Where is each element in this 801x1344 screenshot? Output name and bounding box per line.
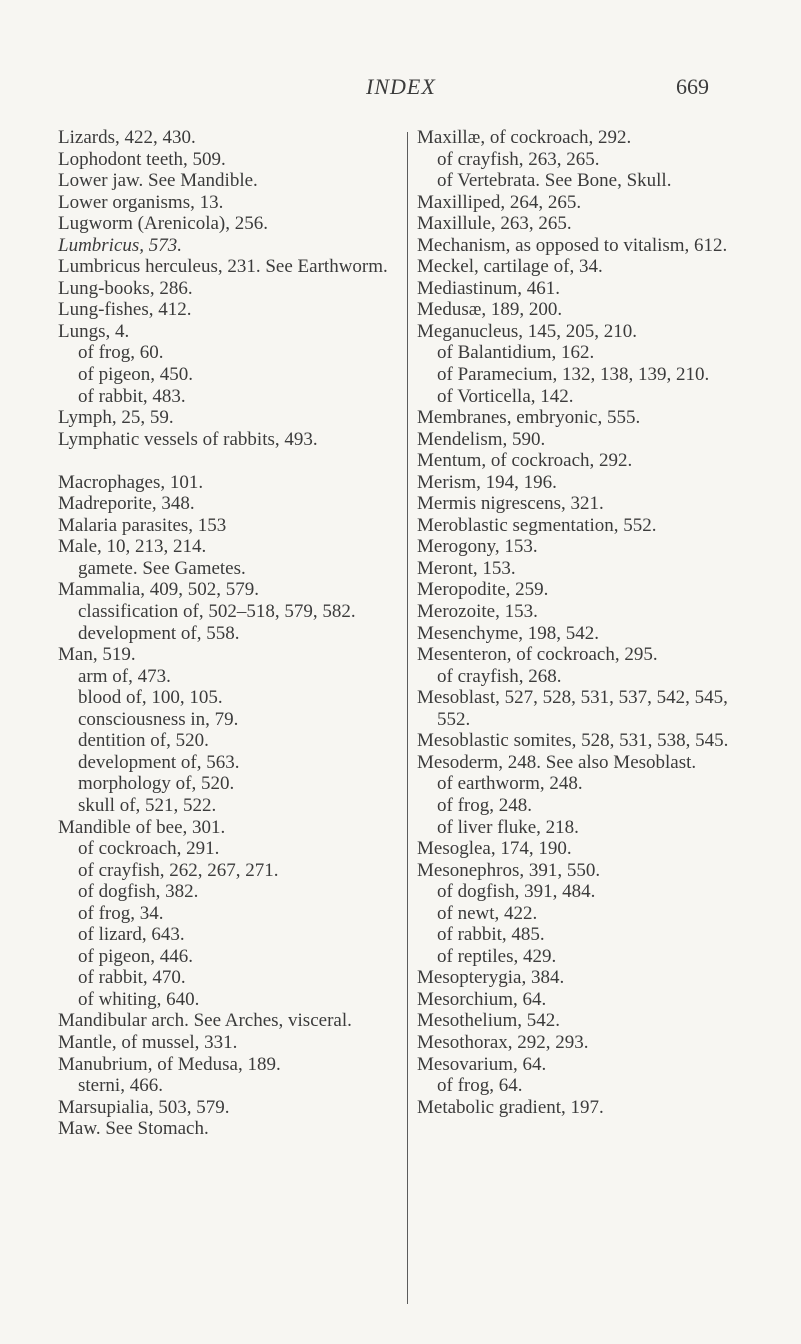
index-entry: Lower jaw. See Mandible. [58, 170, 258, 192]
index-entry: Maxillæ, of cockroach, 292. [417, 127, 632, 148]
running-title: INDEX [366, 74, 436, 99]
index-entry: Mermis nigrescens, 321. [417, 493, 604, 515]
column-divider [407, 132, 408, 1304]
index-entry: Medusæ, 189, 200. [417, 299, 563, 321]
page-number: 669 [676, 74, 709, 99]
index-column-right [417, 127, 759, 1118]
index-entry: Mandible of bee, 301. [58, 816, 226, 838]
index-subentry: of rabbit, 470. [78, 967, 186, 989]
index-entry: Merism, 194, 196. [417, 471, 557, 493]
index-entry: Mesenteron, of cockroach, 295. [417, 644, 658, 666]
index-subentry: development of, 563. [78, 751, 240, 773]
index-subentry: of lizard, 643. [78, 924, 185, 946]
index-subentry: of dogfish, 382. [78, 881, 199, 903]
index-subentry: of Paramecium, 132, 138, 139, 210. [437, 364, 710, 386]
index-entry: Mesoderm, 248. See also Mesoblast. [417, 751, 697, 773]
index-entry: Mesoglea, 174, 190. [417, 838, 572, 860]
index-entry: Mentum, of cockroach, 292. [417, 450, 633, 472]
index-entry: Lymphatic vessels of rabbits, 493. [58, 428, 318, 450]
index-subentry: of crayfish, 268. [437, 665, 562, 687]
index-subentry: of crayfish, 262, 267, 271. [78, 859, 279, 881]
index-subentry: of cockroach, 291. [78, 838, 220, 860]
index-subentry: of Vorticella, 142. [437, 385, 574, 407]
index-entry: Lumbricus, 573. [58, 234, 183, 256]
index-subentry: of rabbit, 483. [78, 385, 186, 407]
index-entry: Macrophages, 101. [58, 471, 204, 493]
index-entry: Lower organisms, 13. [58, 191, 224, 213]
index-entry: Lungs, 4. [58, 320, 130, 342]
index-subentry: development of, 558. [78, 622, 240, 644]
index-entry: Male, 10, 213, 214. [58, 536, 207, 558]
index-subentry: of dogfish, 391, 484. [437, 881, 596, 903]
index-subentry: consciousness in, 79. [78, 708, 239, 730]
index-subentry: classification of, 502–518, 579, 582. [78, 601, 356, 623]
index-entry: Malaria parasites, 153 [58, 514, 227, 536]
index-entry: Membranes, embryonic, 555. [417, 407, 641, 429]
index-subentry: morphology of, 520. [78, 773, 235, 795]
index-subentry: of liver fluke, 218. [437, 816, 579, 838]
index-entry: Merogony, 153. [417, 536, 538, 558]
index-subentry: of Balantidium, 162. [437, 342, 595, 364]
index-entry: Meganucleus, 145, 205, 210. [417, 320, 638, 342]
index-subentry: of rabbit, 485. [437, 924, 545, 946]
index-entry: Meropodite, 259. [417, 579, 549, 601]
index-subentry: of reptiles, 429. [437, 945, 557, 967]
index-entry: Man, 519. [58, 644, 136, 666]
index-entry: Mesoblastic somites, 528, 531, 538, 545. [417, 730, 729, 752]
index-column-left [58, 127, 406, 1140]
index-entry: Lung-books, 286. [58, 277, 193, 299]
index-subentry: of crayfish, 263, 265. [437, 148, 600, 170]
index-entry: Mesenchyme, 198, 542. [417, 622, 600, 644]
index-entry: Mesopterygia, 384. [417, 967, 565, 989]
index-subentry: of earthworm, 248. [437, 773, 583, 795]
index-subentry: of frog, 60. [78, 342, 164, 364]
index-entry: Meroblastic segmentation, 552. [417, 514, 657, 536]
index-subentry: of frog, 64. [437, 1075, 523, 1097]
index-entry: Marsupialia, 503, 579. [58, 1096, 230, 1118]
index-entry: Metabolic gradient, 197. [417, 1096, 604, 1118]
index-subentry: of frog, 248. [437, 794, 532, 816]
index-subentry: blood of, 100, 105. [78, 687, 223, 709]
index-entry: Mesovarium, 64. [417, 1053, 547, 1075]
index-entry: Lumbricus herculeus, 231. See Earthworm. [58, 256, 388, 278]
index-entry: Lung-fishes, 412. [58, 299, 192, 321]
index-entry: Merozoite, 153. [417, 601, 538, 623]
index-subentry: of newt, 422. [437, 902, 538, 924]
index-subentry: arm of, 473. [78, 665, 171, 687]
index-subentry: of whiting, 640. [78, 988, 200, 1010]
index-entry: Madreporite, 348. [58, 493, 195, 515]
index-entry: Mesothelium, 542. [417, 1010, 561, 1032]
index-entry: Lymph, 25, 59. [58, 407, 174, 429]
index-subentry: sterni, 466. [78, 1075, 163, 1097]
index-entry: Mesonephros, 391, 550. [417, 859, 601, 881]
index-entry: Mantle, of mussel, 331. [58, 1031, 238, 1053]
index-entry: Mechanism, as opposed to vitalism, 612. [417, 234, 728, 256]
index-subentry: of Vertebrata. See Bone, Skull. [437, 170, 672, 192]
index-entry: Mesorchium, 64. [417, 988, 547, 1010]
index-entry: Meront, 153. [417, 557, 516, 579]
index-entry: Mammalia, 409, 502, 579. [58, 579, 260, 601]
running-head [0, 74, 801, 104]
index-subentry: skull of, 521, 522. [78, 794, 217, 816]
index-entry: Lizards, 422, 430. [58, 127, 196, 148]
index-entry: Mandibular arch. See Arches, visceral. [58, 1010, 352, 1032]
index-subentry: dentition of, 520. [78, 730, 209, 752]
index-subentry: of frog, 34. [78, 902, 164, 924]
index-subentry: of pigeon, 450. [78, 364, 194, 386]
index-entry: Maw. See Stomach. [58, 1118, 209, 1140]
index-subentry: of pigeon, 446. [78, 945, 194, 967]
index-subentry: gamete. See Gametes. [78, 557, 246, 579]
index-entry: Mediastinum, 461. [417, 277, 561, 299]
index-entry: Maxillule, 263, 265. [417, 213, 572, 235]
index-entry: Maxilliped, 264, 265. [417, 191, 582, 213]
index-entry: Mesothorax, 292, 293. [417, 1031, 589, 1053]
index-entry: Lophodont teeth, 509. [58, 148, 226, 170]
index-entry: Mesoblast, 527, 528, 531, 537, 542, 545, 552. [417, 687, 728, 730]
index-entry: Meckel, cartilage of, 34. [417, 256, 603, 278]
index-entry: Manubrium, of Medusa, 189. [58, 1053, 281, 1075]
index-entry: Lugworm (Arenicola), 256. [58, 213, 268, 235]
index-entry: Mendelism, 590. [417, 428, 546, 450]
